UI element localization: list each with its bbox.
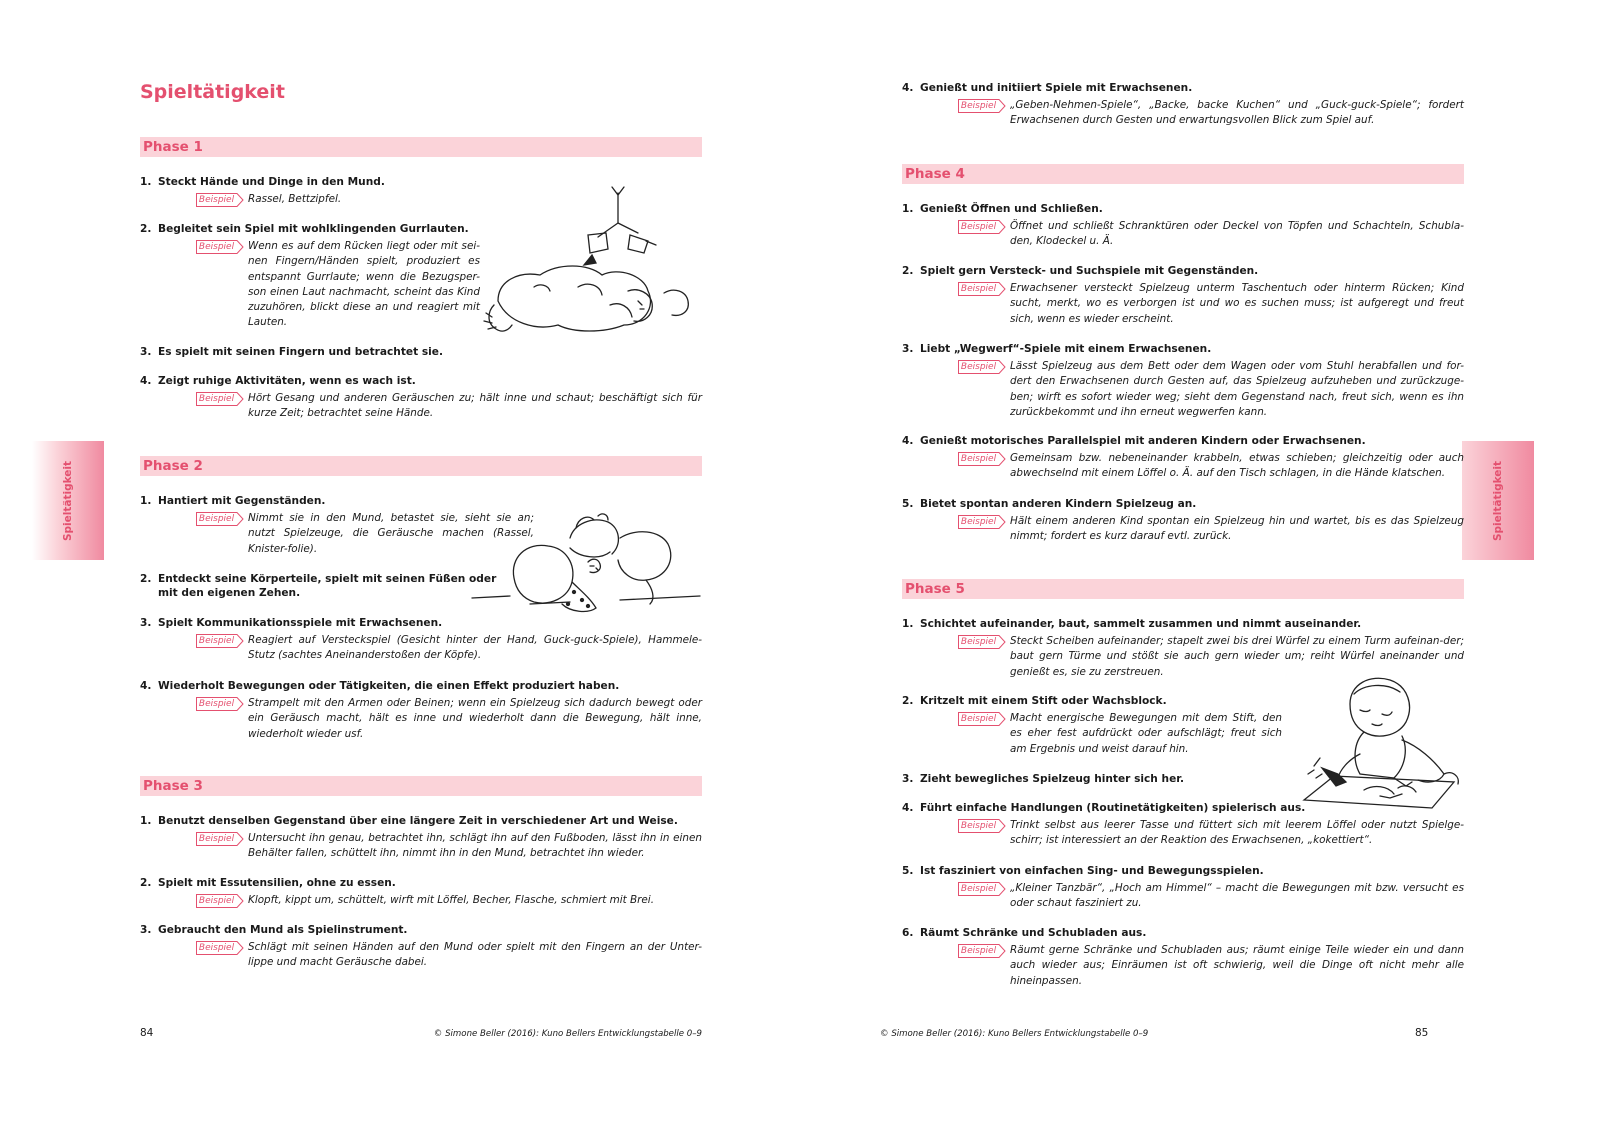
example-badge: Beispiel — [196, 193, 244, 207]
example-text: Nimmt sie in den Mund, betastet sie, sieht sie an; nutzt Spielzeuge, die Geräusche machen (Rassel, Knister-folie). — [248, 512, 534, 555]
phase-label: Phase 3 — [140, 776, 702, 796]
example-badge: Beispiel — [196, 894, 244, 908]
list-item — [902, 81, 1464, 129]
item-title: Spielt gern Versteck- und Suchspiele mit Gegenständen. — [920, 265, 1259, 277]
item-title: Spielt mit Essutensilien, ohne zu essen. — [158, 877, 396, 889]
item-number: 3. — [902, 343, 914, 355]
example-text: Klopft, kippt um, schüttelt, wirft mit Löffel, Becher, Flasche, schmiert mit Brei. — [248, 894, 654, 906]
example-badge: Beispiel — [958, 712, 1006, 726]
example-badge: Beispiel — [958, 635, 1006, 649]
example-badge: Beispiel — [958, 360, 1006, 374]
example-text: Gemeinsam bzw. nebeneinander krabbeln, etwas schieben; gleichzeitig oder auch abwechselnd mit einem Löffel o. Ä. auf den Tisch schlagen, in die Hände klatschen. — [1010, 452, 1464, 480]
example-text: Reagiert auf Versteckspiel (Gesicht hinter der Hand, Guck-guck-Spiele), Hammele-Stutz (sachtes Aneinanderstoßen der Köpfe). — [248, 634, 702, 662]
example-badge: Beispiel — [958, 515, 1006, 529]
list-item — [902, 264, 1464, 327]
item-title: Kritzelt mit einem Stift oder Wachsblock. — [920, 695, 1167, 707]
side-tab-right — [1462, 441, 1534, 560]
item-number: 3. — [140, 924, 152, 936]
item-title: Genießt Öffnen und Schließen. — [920, 203, 1103, 215]
list-item — [902, 342, 1464, 420]
item-number: 2. — [902, 265, 914, 277]
example-badge: Beispiel — [196, 832, 244, 846]
phase-3-header — [140, 776, 702, 796]
phase-label: Phase 2 — [140, 456, 702, 476]
item-number: 2. — [140, 573, 152, 585]
example-text: „Geben-Nehmen-Spiele“, „Backe, backe Kuchen“ und „Guck-guck-Spiele“; fordert Erwachsenen durch Gesten und erwartungsvollen Blick zum Spiel auf. — [1010, 99, 1464, 127]
item-title: Wiederholt Bewegungen oder Tätigkeiten, die einen Effekt produziert haben. — [158, 680, 620, 692]
example-text: Hört Gesang und anderen Geräuschen zu; hält inne und schaut; beschäftigt sich für kurze Zeit; betrachtet seine Hände. — [248, 392, 702, 420]
item-number: 3. — [140, 346, 152, 358]
example-badge: Beispiel — [958, 99, 1006, 113]
example-text: Öffnet und schließt Schranktüren oder Deckel von Töpfen und Schachteln, Schubla-den, Klodeckel u. Ä. — [1010, 220, 1464, 248]
list-item — [902, 202, 1464, 250]
right-page — [800, 0, 1600, 1132]
example-badge: Beispiel — [196, 512, 244, 526]
item-title: Räumt Schränke und Schubladen aus. — [920, 927, 1147, 939]
phase-label: Phase 5 — [902, 579, 1464, 599]
item-title: Ist fasziniert von einfachen Sing- und Bewegungsspielen. — [920, 865, 1264, 877]
item-number: 5. — [902, 865, 914, 877]
list-item — [902, 434, 1464, 482]
item-title: Spielt Kommunikationsspiele mit Erwachsenen. — [158, 617, 443, 629]
list-item — [140, 374, 702, 422]
phase-label: Phase 4 — [902, 164, 1464, 184]
baby-mobile-illustration — [478, 183, 702, 341]
item-title: Liebt „Wegwerf“-Spiele mit einem Erwachsenen. — [920, 343, 1212, 355]
copyright-footer: © Simone Beller (2016): Kuno Bellers Entwicklungstabelle 0–9 — [433, 1029, 702, 1039]
phase-label: Phase 1 — [140, 137, 702, 157]
child-drawing-illustration — [1294, 670, 1464, 810]
example-badge: Beispiel — [958, 282, 1006, 296]
baby-feet-illustration — [470, 508, 702, 620]
item-number: 1. — [140, 815, 152, 827]
item-title-continued: mit den eigenen Zehen. — [158, 587, 301, 599]
list-item — [902, 926, 1464, 989]
list-item — [140, 616, 702, 664]
item-title: Steckt Hände und Dinge in den Mund. — [158, 176, 385, 188]
example-badge: Beispiel — [196, 392, 244, 406]
example-text: Trinkt selbst aus leerer Tasse und füttert sich mit leerem Löffel oder nutzt Spielge-schirr; ist interessiert an der Reaktion des Erwachsenen, „kokettiert“. — [1010, 819, 1464, 847]
example-badge: Beispiel — [958, 882, 1006, 896]
example-text: Strampelt mit den Armen oder Beinen; wenn ein Spielzeug sich dadurch bewegt oder ein Geräusch macht, hält es inne und wiederholt dann die Bewegung, hält inne, wiederholt wieder usf. — [248, 697, 702, 740]
item-number: 2. — [140, 877, 152, 889]
example-badge: Beispiel — [196, 941, 244, 955]
item-number: 3. — [140, 617, 152, 629]
item-title: Entdeckt seine Körperteile, spielt mit seinen Füßen oder — [158, 573, 497, 585]
side-tab-label: Spieltätigkeit — [1492, 460, 1504, 541]
item-number: 4. — [902, 435, 914, 447]
item-number: 1. — [140, 495, 152, 507]
item-number: 2. — [902, 695, 914, 707]
item-number: 4. — [140, 375, 152, 387]
example-text: Schlägt mit seinen Händen auf den Mund oder spielt mit den Fingern an der Unter-lippe und macht Geräusche dabei. — [248, 941, 702, 969]
item-title: Benutzt denselben Gegenstand über eine längere Zeit in verschiedener Art und Weise. — [158, 815, 678, 827]
item-number: 6. — [902, 927, 914, 939]
list-item — [140, 679, 702, 742]
example-text: Rassel, Bettzipfel. — [248, 193, 342, 205]
page-title: Spieltätigkeit — [140, 81, 285, 103]
item-title: Gebraucht den Mund als Spielinstrument. — [158, 924, 408, 936]
example-badge: Beispiel — [196, 634, 244, 648]
item-title: Begleitet sein Spiel mit wohlklingenden Gurrlauten. — [158, 223, 469, 235]
item-title: Genießt und initiiert Spiele mit Erwachsenen. — [920, 82, 1193, 94]
example-text: Lässt Spielzeug aus dem Bett oder dem Wagen oder vom Stuhl herabfallen und for-dert den Erwachsenen durch Gesten auf, das Spielzeug aufzuheben und zurückzuge-ben; wirft es sofort wieder weg; sieht dem Gegenstand nach, freut sich, wenn es ihn zurückbekommt und ihn erneut wegwerfen kann. — [1010, 360, 1464, 418]
item-number: 1. — [140, 176, 152, 188]
list-item — [140, 345, 702, 359]
item-title: Schichtet aufeinander, baut, sammelt zusammen und nimmt auseinander. — [920, 618, 1362, 630]
item-number: 1. — [902, 203, 914, 215]
example-text: Wenn es auf dem Rücken liegt oder mit sei-nen Fingern/Händen spielt, produziert es entspannt Gurrlaute; wenn die Bezugsper-son einen Laut nachmacht, scheint das Kind zuzuhören, blickt diese an und reagiert mit Lauten. — [248, 240, 480, 329]
item-title: Führt einfache Handlungen (Routinetätigkeiten) spielerisch aus. — [920, 802, 1306, 814]
example-text: Steckt Scheiben aufeinander; stapelt zwei bis drei Würfel zu einem Turm aufeinan-der; baut gern Türme und stößt sie auch gern wieder um; reiht Würfel aneinander und genießt es, sie zu zerstreuen. — [1010, 635, 1464, 678]
phase-5-header — [902, 579, 1464, 599]
example-badge: Beispiel — [196, 240, 244, 254]
phase-2-header — [140, 456, 702, 476]
side-tab-label: Spieltätigkeit — [62, 460, 74, 541]
item-number: 5. — [902, 498, 914, 510]
example-text: Hält einem anderen Kind spontan ein Spielzeug hin und wartet, bis es das Spielzeug nimmt; fordert es kurz darauf evtl. zurück. — [1010, 515, 1464, 543]
list-item — [140, 923, 702, 971]
phase-4-header — [902, 164, 1464, 184]
example-badge: Beispiel — [958, 220, 1006, 234]
item-number: 4. — [902, 82, 914, 94]
item-title: Zeigt ruhige Aktivitäten, wenn es wach ist. — [158, 375, 416, 387]
item-title: Zieht bewegliches Spielzeug hinter sich her. — [920, 773, 1184, 785]
side-tab-left — [32, 441, 104, 560]
example-text: Räumt gerne Schränke und Schubladen aus; räumt einige Teile wieder ein und dann auch wieder aus; Einräumen ist oft schwierig, weil die Dinge oft nicht mehr alle hineinpassen. — [1010, 944, 1464, 987]
example-text: Erwachsener versteckt Spielzeug unterm Taschentuch oder hinterm Rücken; Kind sucht, merkt, wo es verborgen ist und wo es suchen muss; ist aufgeregt und freut sich, wenn es wieder erscheint. — [1010, 282, 1464, 325]
item-number: 4. — [140, 680, 152, 692]
list-item — [902, 864, 1464, 912]
item-title: Bietet spontan anderen Kindern Spielzeug an. — [920, 498, 1197, 510]
example-text: Macht energische Bewegungen mit dem Stift, den es eher fest aufdrückt oder aufschlägt; freut sich am Ergebnis und weist darauf hin. — [1010, 712, 1282, 755]
copyright-footer: © Simone Beller (2016): Kuno Bellers Entwicklungstabelle 0–9 — [880, 1029, 1149, 1039]
list-item — [140, 876, 702, 908]
example-text: „Kleiner Tanzbär“, „Hoch am Himmel“ – macht die Bewegungen mit bzw. versucht es oder schaut fasziniert zu. — [1010, 882, 1464, 910]
phase-1-header — [140, 137, 702, 157]
item-number: 2. — [140, 223, 152, 235]
page-number: 85 — [1415, 1027, 1429, 1039]
list-item — [902, 497, 1464, 545]
item-title: Genießt motorisches Parallelspiel mit anderen Kindern oder Erwachsenen. — [920, 435, 1366, 447]
item-number: 4. — [902, 802, 914, 814]
item-number: 1. — [902, 618, 914, 630]
item-number: 3. — [902, 773, 914, 785]
example-badge: Beispiel — [958, 944, 1006, 958]
example-badge: Beispiel — [958, 452, 1006, 466]
example-text: Untersucht ihn genau, betrachtet ihn, schlägt ihn auf den Fußboden, lässt ihn in einen Behälter fallen, schüttelt ihn, nimmt ihn in den Mund, betrachtet ihn wieder. — [248, 832, 702, 860]
page-number: 84 — [140, 1027, 154, 1039]
example-badge: Beispiel — [958, 819, 1006, 833]
list-item — [140, 814, 702, 862]
item-title: Es spielt mit seinen Fingern und betrachtet sie. — [158, 346, 443, 358]
item-title: Hantiert mit Gegenständen. — [158, 495, 326, 507]
example-badge: Beispiel — [196, 697, 244, 711]
